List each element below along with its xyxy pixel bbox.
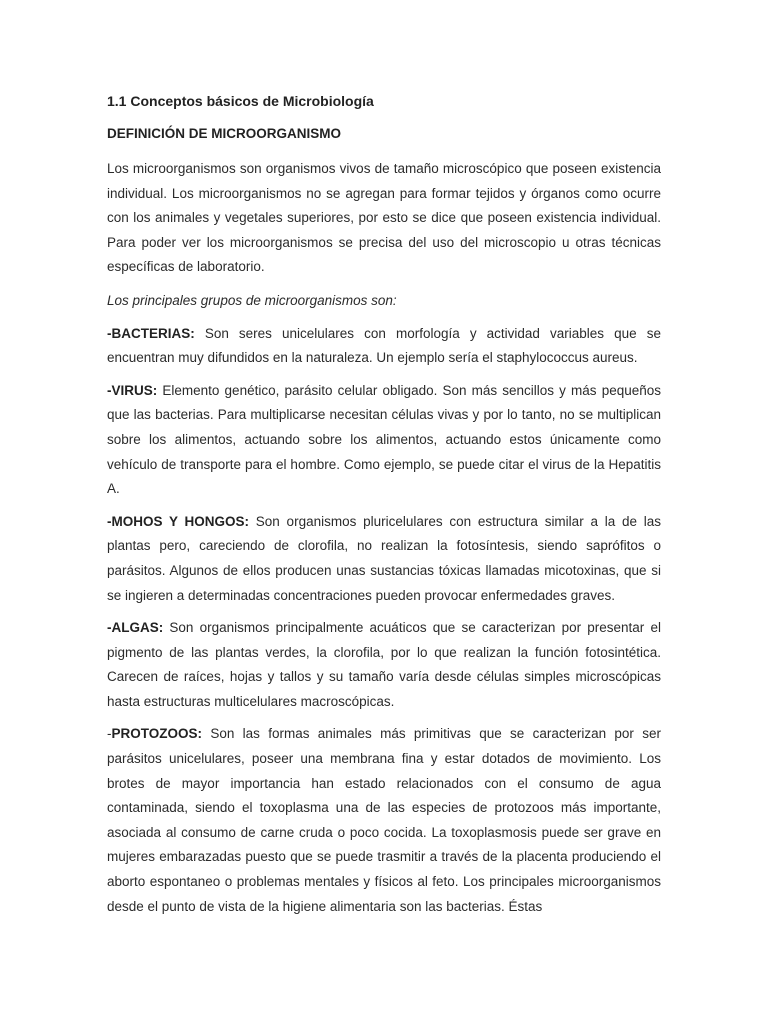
group-label-mohos-hongos: -MOHOS Y HONGOS: <box>107 513 250 529</box>
definition-paragraph: Los microorganismos son organismos vivos de tamaño microscópico que poseen existencia individual. Los microorganismos no se agregan para formar tejidos y órganos como ocurre con los animales y vegetales superiores, por esto se dice que poseen existencia individual. Para poder ver los microorganismos se precisa del uso del microscopio u otras técnicas específicas de laboratorio. <box>107 161 661 275</box>
group-label-bacterias: -BACTERIAS: <box>107 325 195 341</box>
group-paragraph-virus <box>107 379 661 502</box>
group-text-algas: Son organismos principalmente acuáticos que se caracterizan por presentar el pigmento de las plantas verdes, la clorofila, por lo que realizan la función fotosintética. Carecen de raíces, hojas y tallos y su tamaño varía desde células simples microscópicas hasta estructuras multicelulares macroscópicas. <box>107 620 661 709</box>
group-text-protozoos: Son las formas animales más primitivas que se caracterizan por ser parásitos unicelulares, poseer una membrana fina y estar dotados de movimiento. Los brotes de mayor importancia han estado relacionados con el consumo de agua contaminada, siendo el toxoplasma una de las especies de protozoos más importante, asociada al consumo de carne cruda o poco cocida. La toxoplasmosis puede ser grave en mujeres embarazadas puesto que se puede trasmitir a través de la placenta produciendo el aborto espontaneo o problemas mentales y físicos al feto. Los principales microorganismos desde el punto de vista de la higiene alimentaria son las bacterias. Éstas <box>107 726 661 914</box>
group-paragraph-mohos-hongos <box>107 510 661 608</box>
group-text-mohos-hongos: Son organismos pluricelulares con estructura similar a la de las plantas pero, careciendo de clorofila, no realizan la fotosíntesis, siendo saprófitos o parásitos. Algunos de ellos producen unas sustancias tóxicas llamadas micotoxinas, que si se ingieren a determinadas concentraciones pueden provocar enfermedades graves. <box>107 513 661 603</box>
group-paragraph-algas <box>107 616 661 714</box>
document-title: 1.1 Conceptos básicos de Microbiología <box>107 93 374 109</box>
group-text-virus: Elemento genético, parásito celular obligado. Son más sencillos y más pequeños que las bacterias. Para multiplicarse necesitan células vivas y por lo tanto, no se multiplican sobre los alimentos, actuando sobre los alimentos, actuando estos únicamente como vehículo de transporte para el hombre. Como ejemplo, se puede citar el virus de la Hepatitis A. <box>107 382 661 497</box>
group-label-virus: -VIRUS: <box>107 382 158 398</box>
groups-intro: Los principales grupos de microorganismos son: <box>107 292 397 308</box>
group-label-protozoos: PROTOZOOS: <box>111 726 203 742</box>
group-text-bacterias: Son seres unicelulares con morfología y actividad variables que se encuentran muy difundidos en la naturaleza. Un ejemplo sería el staphylococcus aureus. <box>107 325 661 366</box>
section-heading: DEFINICIÓN DE MICROORGANISMO <box>107 126 342 141</box>
document-page <box>107 86 661 919</box>
group-paragraph-protozoos <box>107 722 661 919</box>
group-label-algas: -ALGAS: <box>107 620 164 636</box>
group-paragraph-bacterias <box>107 322 661 371</box>
group-prefix: - <box>107 726 112 742</box>
